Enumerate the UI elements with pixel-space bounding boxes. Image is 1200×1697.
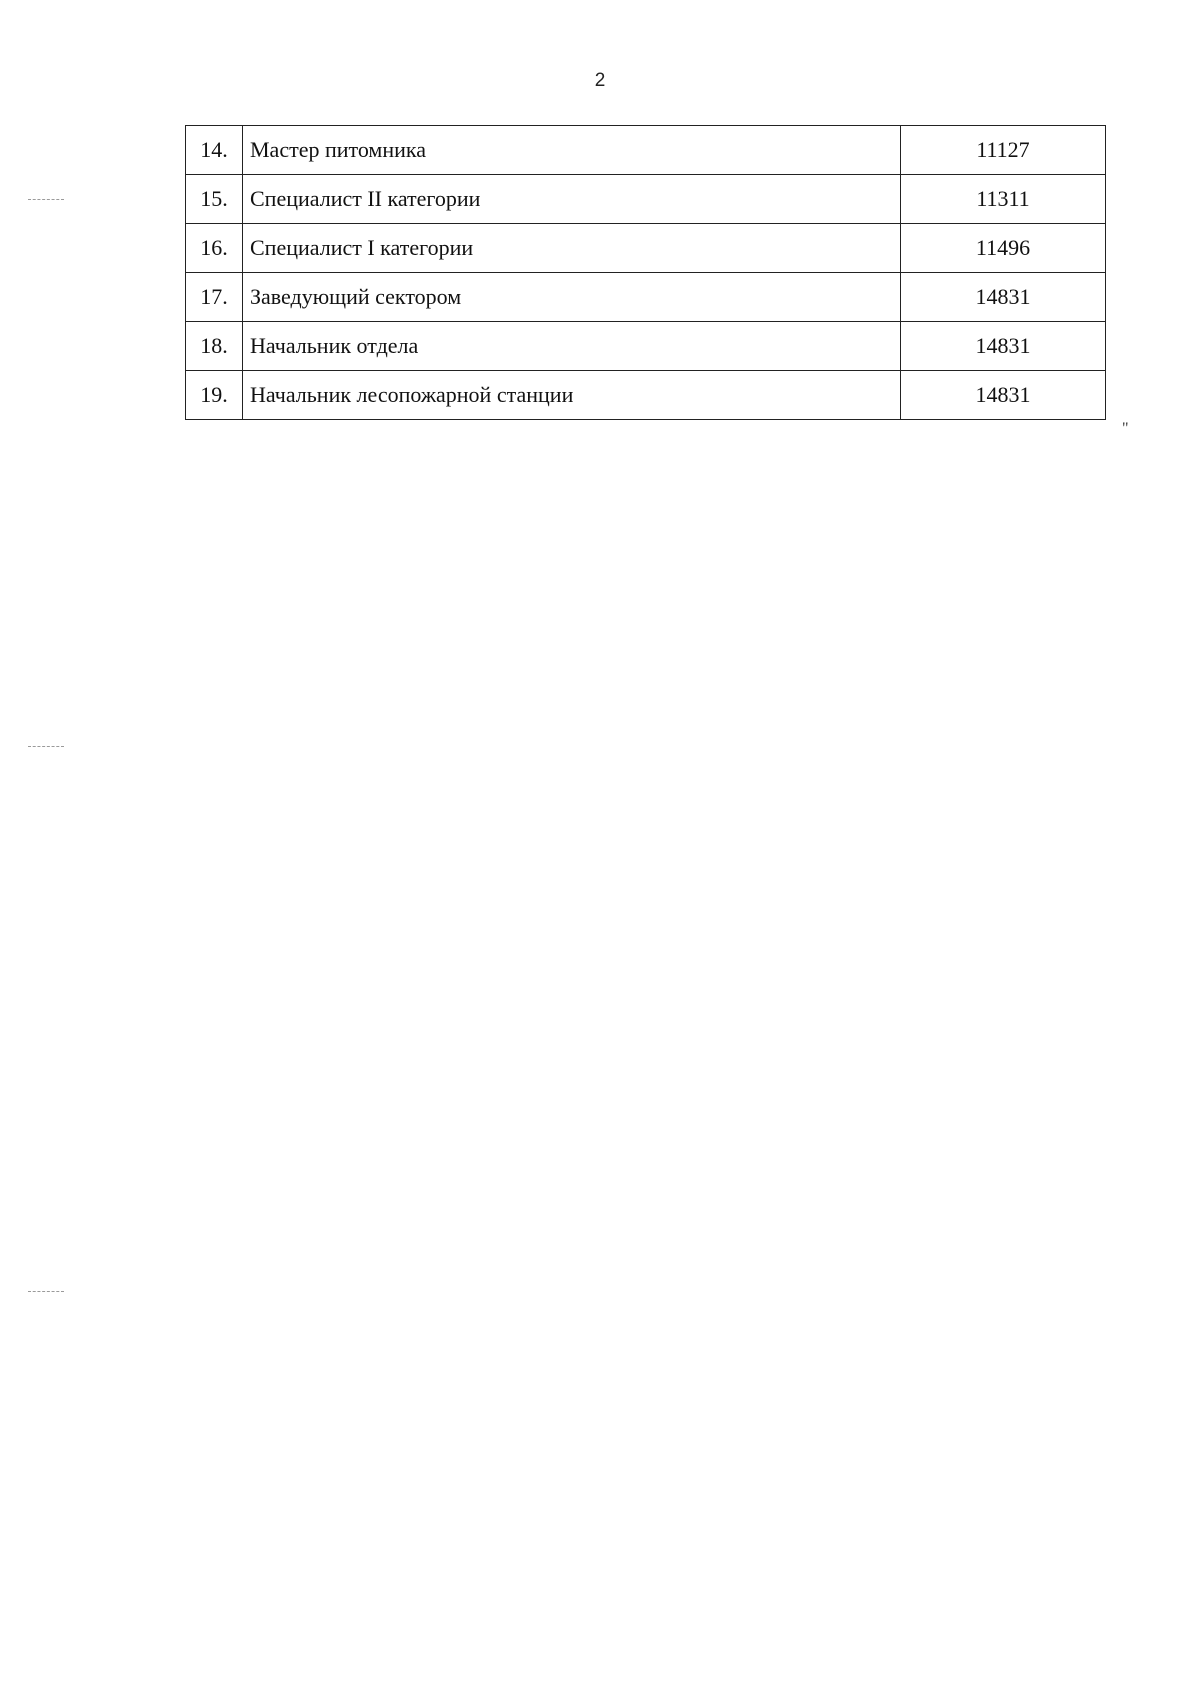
table-row	[186, 126, 1106, 175]
row-number: 14.	[186, 126, 243, 175]
salary-value: 11127	[901, 126, 1106, 175]
table-row	[186, 371, 1106, 420]
closing-quote: "	[1122, 420, 1129, 437]
salary-value: 11496	[901, 224, 1106, 273]
row-number: 18.	[186, 322, 243, 371]
salary-value: 14831	[901, 273, 1106, 322]
margin-punch-mark	[28, 746, 64, 747]
salary-table	[185, 125, 1106, 420]
row-number: 19.	[186, 371, 243, 420]
table-row	[186, 273, 1106, 322]
position-title: Начальник отдела	[243, 322, 901, 371]
salary-value: 14831	[901, 322, 1106, 371]
page-number: 2	[594, 70, 606, 91]
margin-punch-mark	[28, 199, 64, 200]
position-title: Заведующий сектором	[243, 273, 901, 322]
margin-punch-mark	[28, 1291, 64, 1292]
salary-value: 14831	[901, 371, 1106, 420]
table-row	[186, 322, 1106, 371]
row-number: 16.	[186, 224, 243, 273]
row-number: 15.	[186, 175, 243, 224]
salary-value: 11311	[901, 175, 1106, 224]
position-title: Мастер питомника	[243, 126, 901, 175]
table-row	[186, 224, 1106, 273]
position-title: Специалист II категории	[243, 175, 901, 224]
position-title: Начальник лесопожарной станции	[243, 371, 901, 420]
table-row	[186, 175, 1106, 224]
position-title: Специалист I категории	[243, 224, 901, 273]
row-number: 17.	[186, 273, 243, 322]
